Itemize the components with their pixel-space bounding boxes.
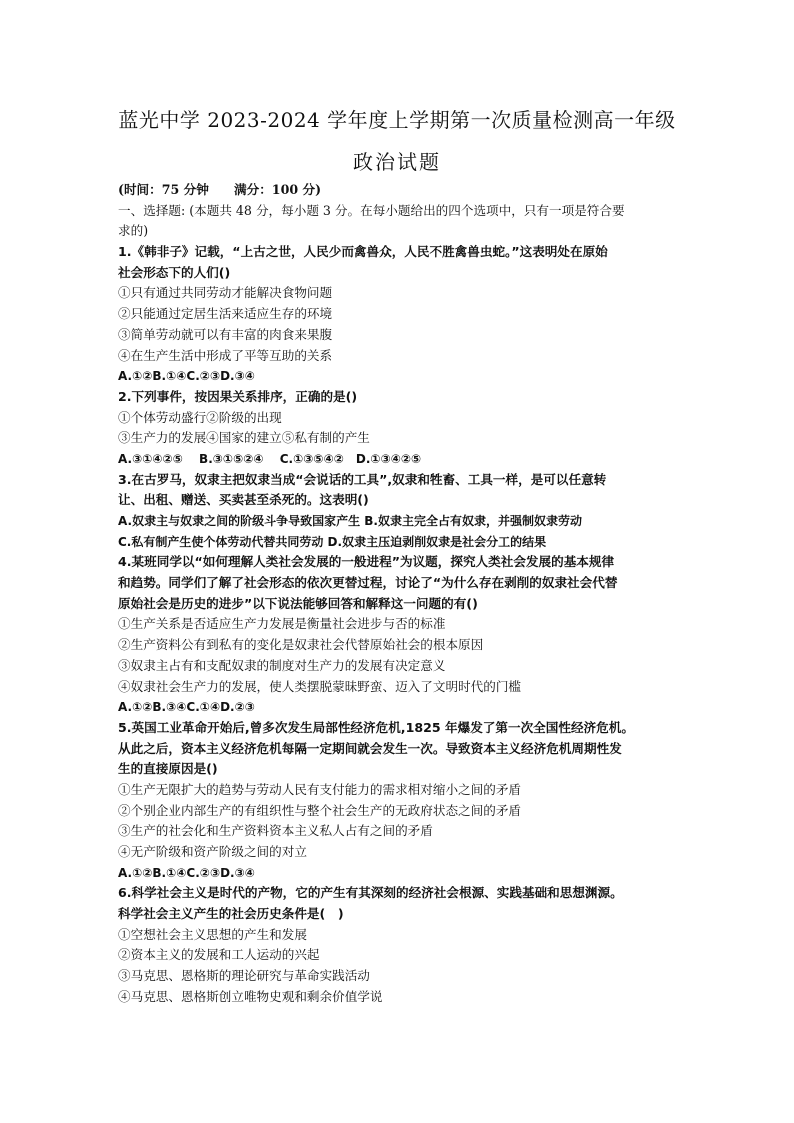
question-option: ①生产无限扩大的趋势与劳动人民有支付能力的需求相对缩小之间的矛盾	[118, 781, 521, 797]
exam-subject: 政治试题	[353, 150, 441, 174]
answer-choices: A.①②B.①④C.②③D.③④	[118, 865, 255, 880]
answer-choices: C.私有制产生使个体劳动代替共同劳动 D.奴隶主压迫剥削奴隶是社会分工的结果	[118, 534, 547, 549]
question-option: ③生产力的发展④国家的建立⑤私有制的产生	[118, 430, 370, 446]
exam-info: (时间：75 分钟 满分：100 分)	[118, 182, 322, 197]
question-option: ②个别企业内部生产的有组织性与整个社会生产的无政府状态之间的矛盾	[118, 802, 521, 818]
answer-choices: A.①②B.①④C.②③D.③④	[118, 369, 255, 384]
question-option: ③生产的社会化和生产资料资本主义私人占有之间的矛盾	[118, 823, 433, 839]
question-option: ②只能通过定居生活来适应生存的环境	[118, 306, 333, 322]
question-5	[118, 718, 688, 884]
question-option: ④奴隶社会生产力的发展，使人类摆脱蒙昧野蛮、迈入了文明时代的门槛	[118, 678, 521, 694]
question-stem: 从此之后，资本主义经济危机每隔一定期间就会发生一次。导致资本主义经济危机周期性发	[118, 740, 622, 756]
question-stem: 生的直接原因是()	[118, 761, 218, 777]
exam-content	[118, 180, 688, 1008]
question-option: ②资本主义的发展和工人运动的兴起	[118, 947, 320, 963]
question-stem: 3.在古罗马，奴隶主把奴隶当成“会说话的工具”,奴隶和牲畜、工具一样，是可以任意转	[118, 471, 607, 487]
question-stem: 和趋势。同学们了解了社会形态的依次更替过程，讨论了“为什么存在剥削的奴隶社会代替	[118, 575, 618, 591]
question-option: ①空想社会主义思想的产生和发展	[118, 926, 307, 942]
question-option: ①个体劳动盛行②阶级的出现	[118, 409, 282, 425]
question-stem: 2.下列事件，按因果关系排序，正确的是()	[118, 388, 358, 404]
question-option: ③奴隶主占有和支配奴隶的制度对生产力的发展有决定意义	[118, 657, 446, 673]
question-6	[118, 883, 688, 1007]
question-stem: 社会形态下的人们()	[118, 264, 231, 280]
question-stem: 原始社会是历史的进步”以下说法能够回答和解释这一问题的有()	[118, 595, 478, 611]
section-heading-cont: 求的)	[118, 223, 149, 239]
question-option: ①生产关系是否适应生产力发展是衡量社会进步与否的标准	[118, 616, 446, 632]
question-option: ①只有通过共同劳动才能解决食物问题	[118, 285, 333, 301]
exam-title: 蓝光中学 2023-2024 学年度上学期第一次质量检测高一年级	[118, 108, 676, 132]
question-option: ②生产资料公有到私有的变化是奴隶社会代替原始社会的根本原因	[118, 637, 484, 653]
question-3	[118, 470, 688, 553]
answer-choices: A.③①④②⑤ B.③①⑤②④ C.①③⑤④② D.①③④②⑤	[118, 451, 422, 466]
question-stem: 让、出租、赠送、买卖甚至杀死的。这表明()	[118, 492, 369, 508]
answer-choices: A.①②B.③④C.①④D.②③	[118, 700, 255, 715]
section-heading: 一、选择题: (本题共 48 分，每小题 3 分。在每小题给出的四个选项中，只有一项是符合要	[118, 202, 625, 218]
question-option: ③马克思、恩格斯的理论研究与革命实践活动	[118, 968, 370, 984]
question-option: ④在生产生活中形成了平等互助的关系	[118, 347, 333, 363]
question-stem: 1.《韩非子》记载，“上古之世，人民少而禽兽众，人民不胜禽兽虫蛇。”这表明处在原始	[118, 244, 608, 260]
question-2	[118, 387, 688, 470]
question-1	[118, 242, 688, 387]
question-stem: 5.英国工业革命开始后,曾多次发生局部性经济危机,1825 年爆发了第一次全国性经济危机。	[118, 719, 634, 735]
question-option: ③简单劳动就可以有丰富的肉食来果腹	[118, 326, 333, 342]
question-stem: 6.科学社会主义是时代的产物，它的产生有其深刻的经济社会根源、实践基础和思想渊源。	[118, 885, 623, 901]
question-stem: 科学社会主义产生的社会历史条件是( )	[118, 906, 344, 922]
question-option: ④无产阶级和资产阶级之间的对立	[118, 844, 307, 859]
question-stem: 4.某班同学以“如何理解人类社会发展的一般进程”为议题，探究人类社会发展的基本规律	[118, 554, 615, 570]
answer-choices: A.奴隶主与奴隶之间的阶级斗争导致国家产生 B.奴隶主完全占有奴隶，并强制奴隶劳动	[118, 514, 582, 528]
question-4	[118, 552, 688, 718]
question-option: ④马克思、恩格斯创立唯物史观和剩余价值学说	[118, 988, 383, 1004]
